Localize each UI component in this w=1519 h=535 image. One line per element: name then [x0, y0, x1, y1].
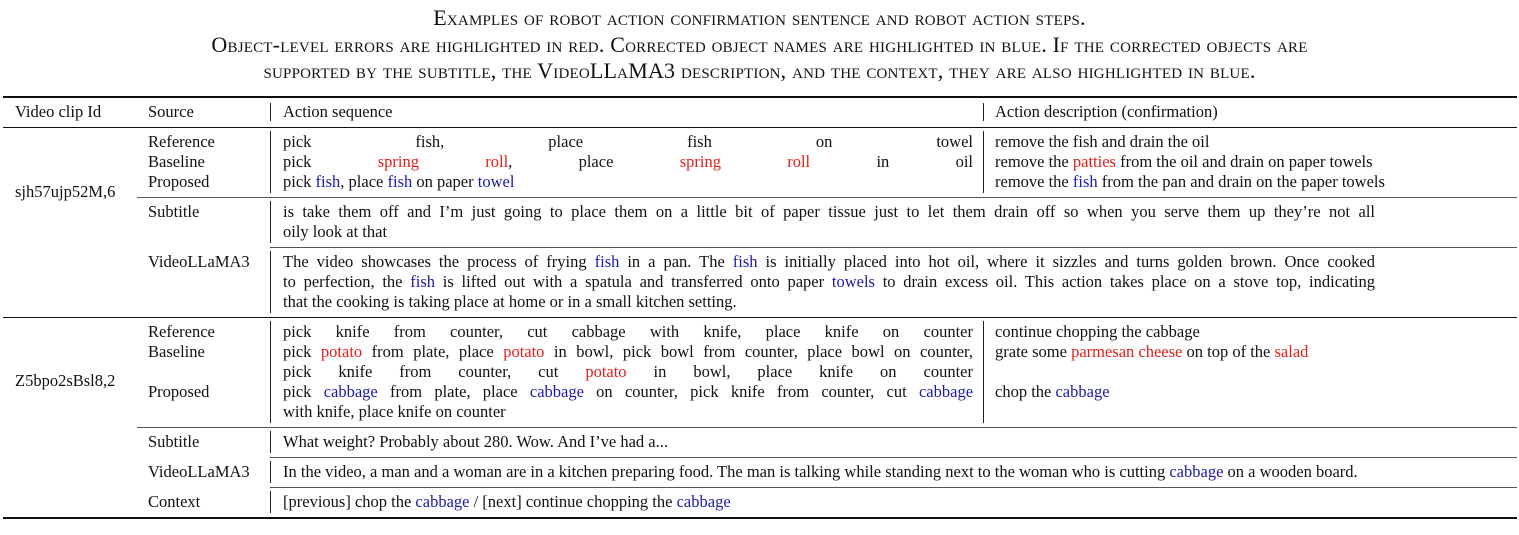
text-segment: on a wooden board.: [1223, 462, 1358, 481]
text-segment: from plate, place: [377, 382, 530, 401]
video-clip-id: Z5bpo2sBsl8,2: [15, 371, 116, 390]
error-highlight: spring roll: [377, 152, 509, 171]
corrected-highlight: cabbage: [323, 382, 378, 401]
text-segment: in bowl, pick bowl from counter, place bowl on counter,: [544, 342, 973, 361]
text-segment: in oil: [810, 152, 973, 171]
table-caption-line: supported by the subtitle, the VideoLLaMA3 description, and the context, they are also highlighted in blue.: [263, 58, 1256, 83]
text-segment: on top of the: [1182, 342, 1275, 361]
column-divider: [270, 491, 271, 513]
text-segment: remove the: [995, 172, 1073, 191]
text-segment: remove the: [995, 152, 1073, 171]
action-sequence-line: [283, 362, 973, 382]
header-source: Source: [148, 102, 194, 121]
row-rule: [270, 457, 1517, 458]
action-sequence-line: [283, 132, 973, 152]
source-label: Reference: [148, 132, 215, 151]
text-segment: pick knife from counter, cut cabbage with knife, place knife on counter: [283, 322, 973, 341]
text-segment: , place: [508, 152, 680, 171]
text-segment: on counter, pick knife from counter, cut: [583, 382, 919, 401]
corrected-highlight: fish: [315, 172, 341, 191]
corrected-highlight: fish: [410, 272, 436, 291]
header-rule: [3, 127, 1517, 128]
group-rule: [3, 517, 1517, 519]
text-segment: pick: [283, 382, 324, 401]
text-segment: / [next] continue chopping the: [469, 492, 677, 511]
source-label: Baseline: [148, 342, 205, 361]
action-sequence-line: [283, 202, 1375, 222]
text-segment: to perfection, the: [283, 272, 411, 291]
error-highlight: salad: [1274, 342, 1309, 361]
action-description-line: [995, 342, 1308, 362]
action-description-line: [995, 382, 1110, 402]
text-segment: in bowl, place knife on counter: [626, 362, 973, 381]
text-segment: The video showcases the process of frying: [283, 252, 595, 271]
text-segment: with knife, place knife on counter: [283, 402, 506, 421]
action-sequence-line: [283, 382, 973, 402]
text-segment: in a pan. The: [619, 252, 733, 271]
corrected-highlight: cabbage: [415, 492, 470, 511]
action-description-line: [995, 152, 1373, 172]
text-segment: is take them off and I’m just going to place them on a little bit of paper tissue just to let them drain off so when you serve them up they’re not all: [283, 202, 1375, 221]
corrected-highlight: fish: [1072, 172, 1098, 191]
top-rule: [3, 96, 1517, 98]
column-divider: [270, 103, 271, 121]
action-description-line: [995, 132, 1209, 152]
header-action-sequence: Action sequence: [283, 102, 393, 121]
action-sequence-line: [283, 402, 506, 422]
action-sequence-line: [283, 252, 1375, 272]
column-divider: [983, 131, 984, 193]
column-divider: [983, 321, 984, 423]
text-segment: pick: [283, 342, 321, 361]
row-rule: [137, 427, 1517, 428]
text-segment: that the cooking is taking place at home or in a small kitchen setting.: [283, 292, 737, 311]
corrected-highlight: cabbage: [918, 382, 973, 401]
corrected-highlight: fish: [732, 252, 758, 271]
corrected-highlight: cabbage: [1169, 462, 1224, 481]
column-divider: [270, 461, 271, 483]
text-segment: In the video, a man and a woman are in a kitchen preparing food. The man is talking while standing next to the woman who is cutting: [283, 462, 1170, 481]
action-description-line: [995, 322, 1200, 342]
header-action-description: Action description (confirmation): [995, 102, 1218, 121]
text-segment: chop the: [995, 382, 1056, 401]
text-segment: pick knife from counter, cut: [283, 362, 586, 381]
action-sequence-line: [283, 292, 737, 312]
corrected-highlight: cabbage: [1055, 382, 1110, 401]
error-highlight: potato: [585, 362, 627, 381]
row-rule: [137, 197, 1517, 198]
column-divider: [270, 431, 271, 453]
text-segment: oily look at that: [283, 222, 388, 241]
text-segment: continue chopping the cabbage: [995, 322, 1200, 341]
text-segment: pick fish, place fish on towel: [283, 132, 973, 151]
corrected-highlight: fish: [387, 172, 413, 191]
text-segment: on paper: [412, 172, 478, 191]
text-segment: pick: [283, 172, 316, 191]
source-label: Subtitle: [148, 432, 200, 451]
text-segment: from the pan and drain on the paper towels: [1097, 172, 1385, 191]
source-label: Proposed: [148, 172, 210, 191]
source-label: Reference: [148, 322, 215, 341]
corrected-highlight: towel: [477, 172, 515, 191]
action-sequence-line: [283, 462, 1358, 482]
source-label: VideoLLaMA3: [148, 462, 250, 481]
source-label: Baseline: [148, 152, 205, 171]
column-divider: [983, 103, 984, 121]
text-segment: [previous] chop the: [283, 492, 416, 511]
corrected-highlight: fish: [594, 252, 620, 271]
action-sequence-line: [283, 342, 973, 362]
video-clip-id: sjh57ujp52M,6: [15, 182, 116, 201]
action-sequence-line: [283, 272, 1375, 292]
source-label: Proposed: [148, 382, 210, 401]
action-sequence-line: [283, 152, 973, 172]
action-description-line: [995, 172, 1385, 192]
text-segment: , place: [340, 172, 388, 191]
source-label: Subtitle: [148, 202, 200, 221]
action-sequence-line: [283, 432, 668, 452]
action-sequence-line: [283, 222, 387, 242]
error-highlight: patties: [1072, 152, 1116, 171]
table-caption-line: Object-level errors are highlighted in red. Corrected object names are highlighted in blue. If the corrected objects are: [211, 32, 1308, 57]
error-highlight: parmesan cheese: [1071, 342, 1183, 361]
group-rule: [3, 317, 1517, 318]
corrected-highlight: cabbage: [676, 492, 731, 511]
error-highlight: spring roll: [679, 152, 811, 171]
text-segment: What weight? Probably about 280. Wow. And I’ve had a...: [283, 432, 668, 451]
text-segment: from the oil and drain on paper towels: [1115, 152, 1373, 171]
source-label: Context: [148, 492, 201, 511]
action-sequence-line: [283, 492, 731, 512]
column-divider: [270, 321, 271, 423]
text-segment: grate some: [995, 342, 1072, 361]
row-rule: [270, 247, 1517, 248]
action-sequence-line: [283, 172, 514, 192]
text-segment: from plate, place: [362, 342, 504, 361]
column-divider: [270, 131, 271, 193]
column-divider: [270, 251, 271, 313]
source-label: VideoLLaMA3: [148, 252, 250, 271]
text-segment: to drain excess oil. This action takes place on a stove top, indicating: [874, 272, 1375, 291]
table-caption-line: Examples of robot action confirmation sentence and robot action steps.: [433, 5, 1086, 30]
error-highlight: potato: [503, 342, 545, 361]
corrected-highlight: cabbage: [529, 382, 584, 401]
corrected-highlight: towels: [831, 272, 875, 291]
text-segment: is lifted out with a spatula and transferred onto paper: [435, 272, 832, 291]
text-segment: pick: [283, 152, 378, 171]
text-segment: remove the fish and drain the oil: [995, 132, 1210, 151]
text-segment: is initially placed into hot oil, where it sizzles and turns golden brown. Once cooked: [757, 252, 1375, 271]
error-highlight: potato: [320, 342, 363, 361]
column-divider: [270, 201, 271, 243]
header-video-clip-id: Video clip Id: [15, 102, 102, 121]
action-sequence-line: [283, 322, 973, 342]
row-rule: [270, 487, 1517, 488]
